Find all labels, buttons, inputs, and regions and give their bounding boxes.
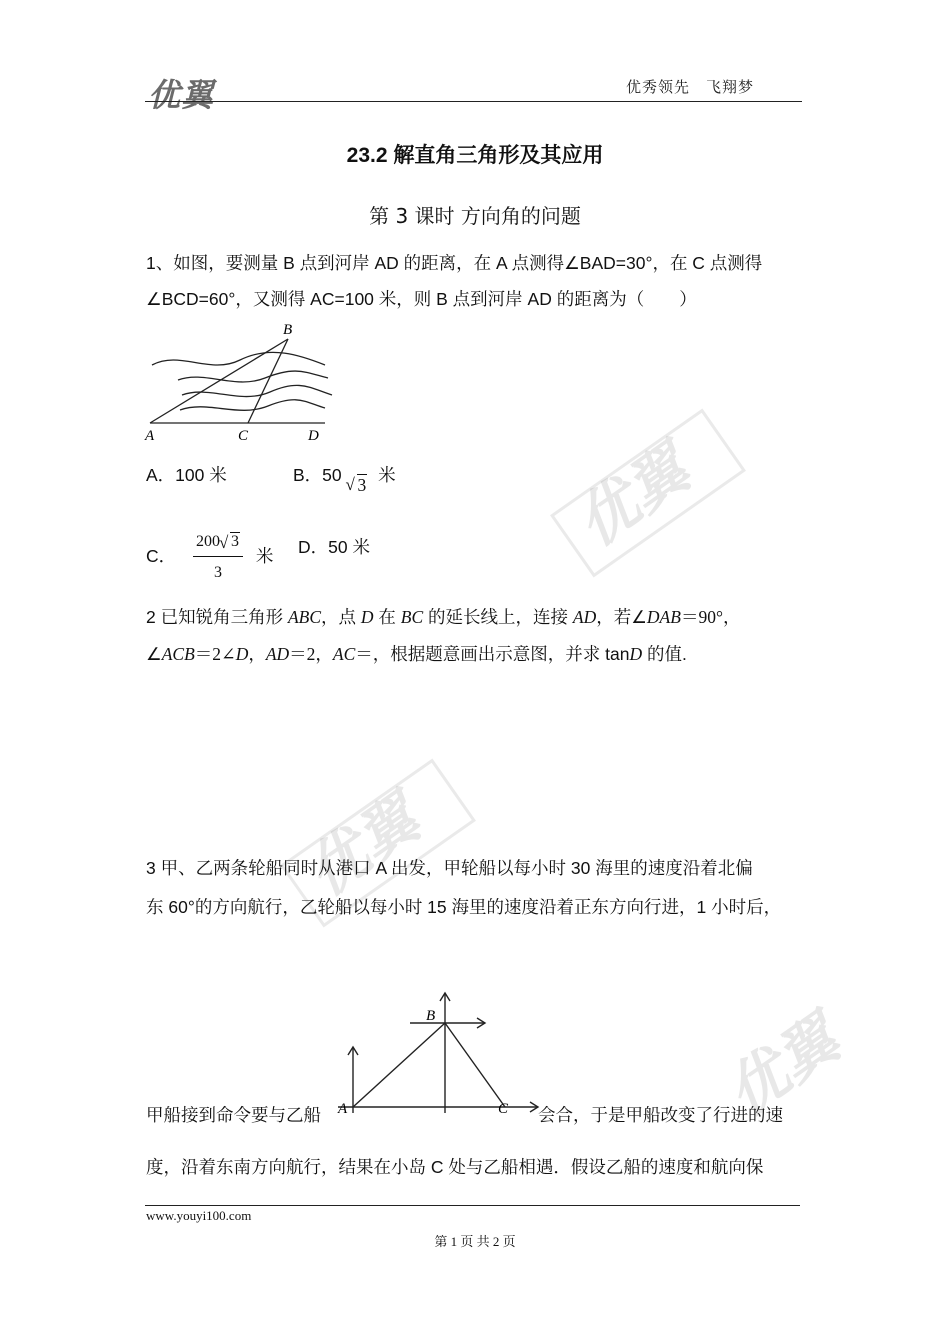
fig1-label-a: A <box>145 428 155 444</box>
footer-divider <box>145 1205 800 1206</box>
fig1-label-d: D <box>308 428 319 444</box>
q1-option-c-fraction: $\frac{200√ 3}{3}$ <box>193 530 243 585</box>
q2-line1: 2 已知锐角三角形 ABC，点 D 在 BC 的延长线上，连接 AD，若∠DAB＝90°， <box>146 607 741 627</box>
q3-line2: 东 60°的方向航行，乙轮船以每小时 15 海里的速度沿着正东方向行进，1 小时后， <box>146 897 782 917</box>
fig3-label-c: C <box>498 1101 509 1117</box>
q1-option-c-prefix: C． <box>146 546 177 567</box>
fig1-label-c: C <box>238 428 249 444</box>
footer-url: www.youyi100.com <box>146 1208 252 1223</box>
q1-option-c-unit: 米 <box>255 546 274 567</box>
q1-option-c <box>146 530 273 585</box>
q1-river-figure <box>140 320 340 450</box>
q3-line3-right: 会合，于是甲船改变了行进的速 <box>538 1105 783 1125</box>
q3-line3-left: 甲船接到命令要与乙船 <box>146 1105 321 1125</box>
page-title: 23.2 解直角三角形及其应用 <box>346 144 604 167</box>
q1-line2: ∠BCD=60°，又测得 AC=100 米，则 B 点到河岸 AD 的距离为（ ） <box>146 289 697 309</box>
q2-line2: ∠ACB＝2∠D，AD＝2，AC＝，根据题意画出示意图，并求 tanD 的值. <box>146 644 687 664</box>
header-motto: 优秀领先 飞翔梦 <box>626 78 755 96</box>
q1-line1: 1、如图，要测量 B 点到河岸 AD 的距离，在 A 点测得∠BAD=30°，在 C 点测得 <box>146 253 763 273</box>
q3-line1: 3 甲、乙两条轮船同时从港口 A 出发，甲轮船以每小时 30 海里的速度沿着北偏 <box>146 858 753 878</box>
watermark: 优翼 <box>293 784 433 911</box>
q1-option-d: D．50 米 <box>298 537 370 557</box>
q1-option-b-sqrt: √ 3 <box>347 475 368 495</box>
q1-option-a: A．100 米 <box>146 465 227 485</box>
fig3-label-a: A <box>338 1101 348 1117</box>
q1-option-b-prefix: B．50 <box>293 465 342 485</box>
q3-line4: 度，沿着东南方向航行，结果在小岛 C 处与乙船相遇．假设乙船的速度和航向保 <box>146 1157 764 1177</box>
watermark: 优翼 <box>563 434 703 561</box>
watermark: 优翼 <box>713 1004 853 1131</box>
fig1-label-b: B <box>283 322 293 338</box>
page-number: 第 1 页 共 2 页 <box>434 1234 516 1249</box>
logo: 优翼 <box>148 76 215 114</box>
header-divider <box>145 101 802 102</box>
q3-direction-figure <box>330 985 550 1120</box>
q1-option-b-unit: 米 <box>378 465 396 485</box>
q1-option-b <box>293 463 396 495</box>
fig3-label-b: B <box>426 1008 436 1024</box>
lesson-subtitle: 第 3 课时 方向角的问题 <box>369 204 581 228</box>
